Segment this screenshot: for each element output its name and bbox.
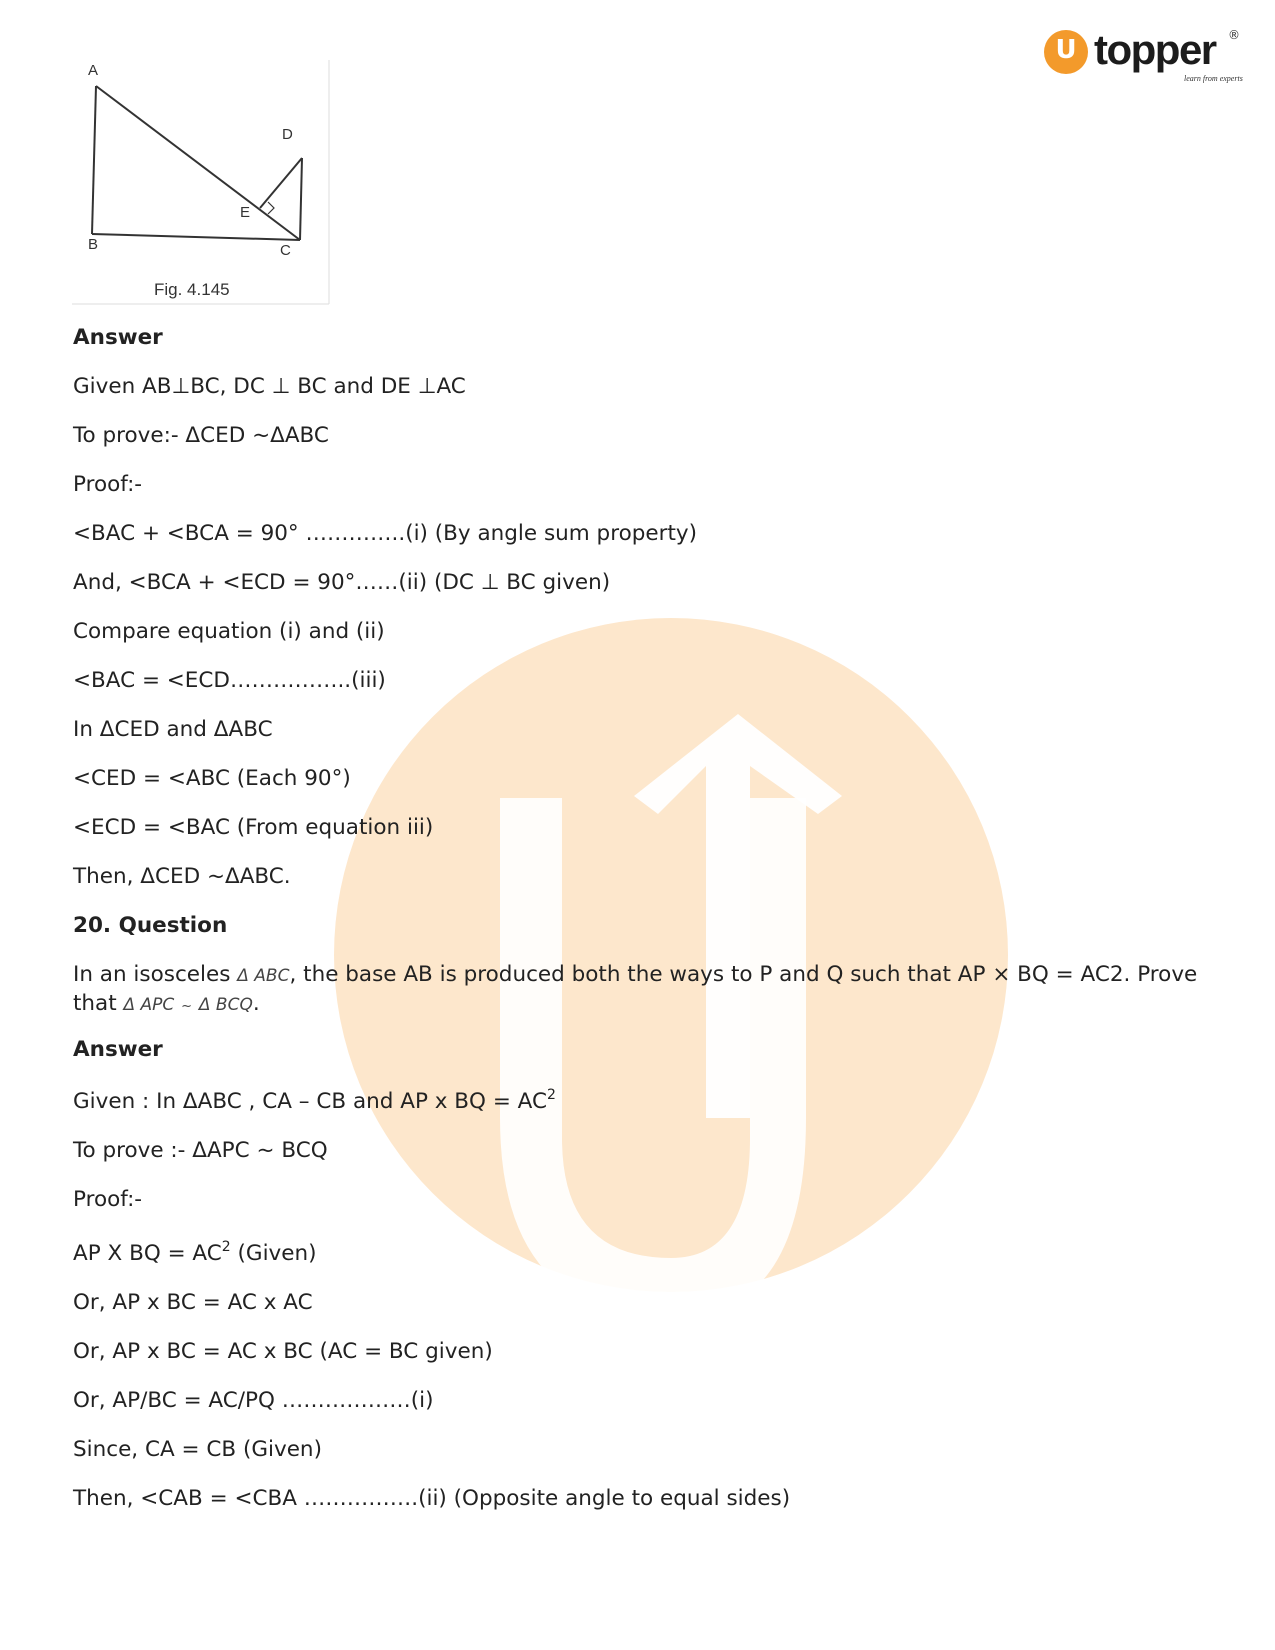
q20-heading: 20. Question	[73, 913, 228, 938]
label-d: D	[282, 126, 293, 143]
segment-ab	[92, 86, 96, 234]
triangle-bcq: Δ BCQ	[198, 995, 253, 1015]
geometry-figure	[72, 60, 332, 308]
q20-step-1-exponent: 2	[221, 1239, 231, 1255]
segment-cd	[300, 158, 302, 240]
similar-sign: ~	[181, 999, 193, 1014]
q20-step-3: Or, AP x BC = AC x BC (AC = BC given)	[73, 1339, 493, 1364]
q19-to-prove: To prove:- ΔCED ~ΔABC	[73, 423, 329, 448]
q20-answer-heading: Answer	[73, 1037, 163, 1062]
q19-answer-heading: Answer	[73, 325, 163, 350]
watermark-logo	[334, 618, 1008, 1292]
q20-step-1-text: AP X BQ = AC	[73, 1241, 222, 1266]
q20-text-end: .	[252, 991, 260, 1016]
figure-caption: Fig. 4.145	[154, 280, 230, 299]
segment-bc	[92, 234, 300, 240]
label-b: B	[88, 236, 99, 253]
q19-step-2: And, <BCA + <ECD = 90°……(ii) (DC ⊥ BC given)	[73, 570, 611, 595]
triangle-apc: Δ APC	[123, 995, 175, 1015]
logo-mark-icon	[1044, 30, 1088, 74]
segment-ac	[96, 86, 300, 240]
q20-step-6: Then, <CAB = <CBA …………….(ii) (Opposite angle to equal sides)	[73, 1486, 791, 1511]
right-angle-mark	[268, 202, 274, 214]
label-e: E	[240, 204, 251, 221]
logo-tagline: learn from experts	[1184, 74, 1243, 83]
topper-logo	[1044, 28, 1244, 88]
q20-step-5: Since, CA = CB (Given)	[73, 1437, 322, 1462]
q20-step-1	[73, 1240, 317, 1268]
q19-step-3: Compare equation (i) and (ii)	[73, 619, 385, 644]
q19-proof-label: Proof:-	[73, 472, 143, 497]
q20-step-2: Or, AP x BC = AC x AC	[73, 1290, 313, 1315]
registered-mark: ®	[1228, 28, 1240, 42]
segment-de	[260, 158, 302, 208]
logo-wordmark: topper	[1094, 26, 1216, 73]
q19-step-7: <ECD = <BAC (From equation iii)	[73, 815, 434, 840]
logo-mark-letter: U	[1055, 35, 1077, 65]
q19-step-8: Then, ΔCED ~ΔABC.	[73, 864, 291, 889]
q20-proof-label: Proof:-	[73, 1187, 143, 1212]
q20-given	[73, 1088, 556, 1116]
q20-step-1-end: (Given)	[230, 1241, 317, 1266]
figure-drawing	[72, 60, 332, 308]
label-a: A	[88, 62, 99, 79]
q20-given-exponent: 2	[547, 1087, 556, 1103]
q19-given: Given AB⊥BC, DC ⊥ BC and DE ⊥AC	[73, 374, 466, 399]
label-c: C	[280, 242, 291, 259]
q20-text-part-2: , the base AB is produced both the ways to P and Q such that AP × BQ = AC2. Prove that	[73, 962, 1198, 1016]
q20-text-part-1: In an isosceles	[73, 962, 238, 987]
q20-step-4: Or, AP/BC = AC/PQ ………………(i)	[73, 1388, 434, 1413]
watermark-circle	[334, 618, 1008, 1292]
q19-step-6: <CED = <ABC (Each 90°)	[73, 766, 351, 791]
q19-step-4: <BAC = <ECD……………..(iii)	[73, 668, 386, 693]
q19-step-1: <BAC + <BCA = 90° …………..(i) (By angle sum property)	[73, 521, 697, 546]
q20-to-prove: To prove :- ΔAPC ~ BCQ	[73, 1138, 328, 1163]
q20-question-text	[73, 961, 1203, 1021]
triangle-abc: Δ ABC	[237, 966, 290, 986]
q20-given-text: Given : In ΔABC , CA – CB and AP x BQ = AC	[73, 1089, 548, 1114]
q19-step-5: In ΔCED and ΔABC	[73, 717, 273, 742]
